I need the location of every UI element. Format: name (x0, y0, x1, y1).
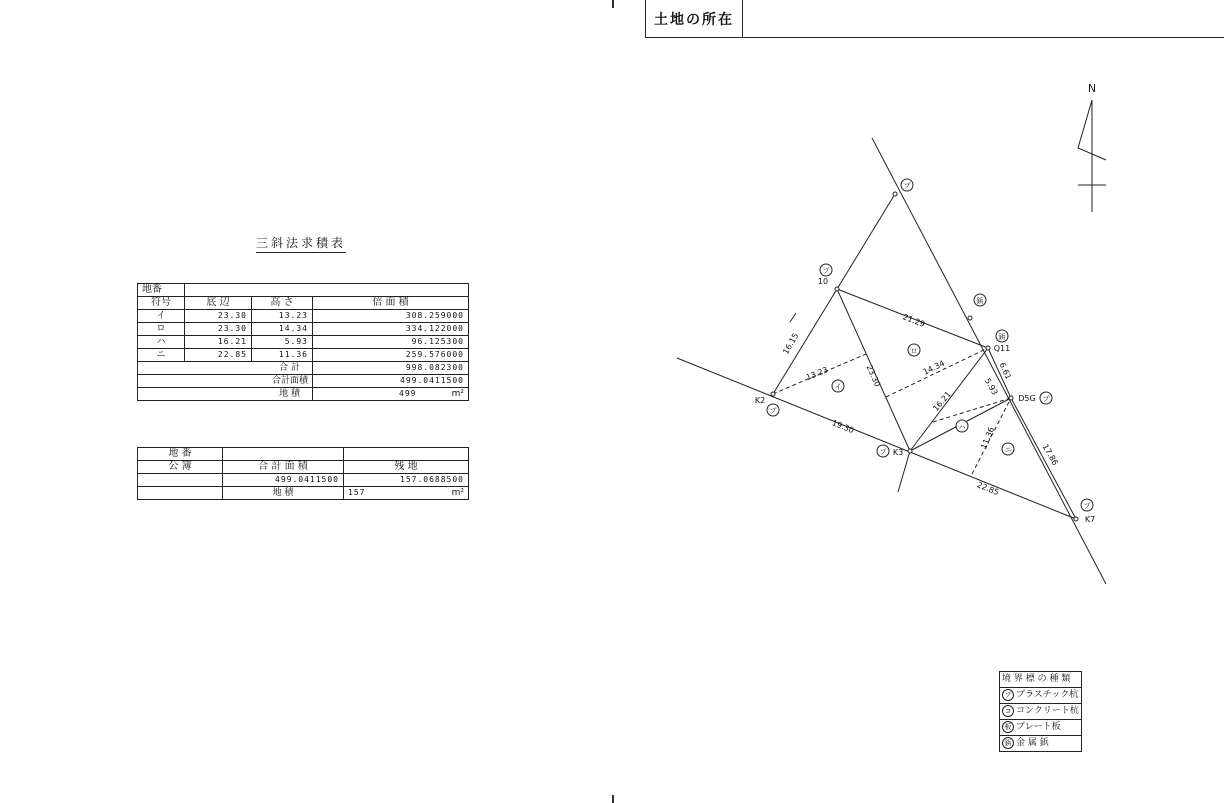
sum-value: 998.082300 (313, 362, 469, 375)
point-q11 (986, 346, 990, 350)
col-double-area: 倍 面 積 (313, 297, 469, 310)
legend-label: コンクリート杭 (1016, 706, 1079, 716)
svg-text:プ: プ (822, 267, 830, 275)
table-row (138, 323, 469, 336)
marker-metal-q11 (996, 330, 1008, 342)
row-base: 23.30 (185, 310, 252, 323)
label-k3: K3 (892, 448, 904, 457)
label-d5g: D5G (1018, 394, 1036, 403)
concrete-stake-icon: コ (1002, 705, 1014, 717)
boundary-west (773, 194, 895, 394)
dim-17-86: 17.86 (1040, 442, 1060, 467)
row-symbol: イ (138, 310, 185, 323)
region-ni (1002, 443, 1014, 455)
metal-pin-icon: 鋲 (1002, 737, 1014, 749)
svg-text:プ: プ (769, 407, 777, 415)
marker-plastic-k7 (1081, 499, 1093, 511)
label-q11: Q11 (993, 344, 1011, 353)
row-double: 308.259000 (313, 310, 469, 323)
fold-mark-bottom (612, 795, 614, 803)
region-i (832, 380, 844, 392)
legend-label: 金 属 鋲 (1016, 738, 1049, 748)
marker-legend (999, 671, 1082, 752)
marker-plastic-k3 (877, 445, 889, 457)
dim-14-34: 14.34 (921, 358, 947, 377)
legend-label: プラスチック杭 (1016, 690, 1079, 700)
row-height: 14.34 (252, 323, 313, 336)
height-line-ro (886, 348, 988, 397)
land-area-label: 地 積 (223, 487, 344, 500)
point-10 (835, 287, 839, 291)
location-label: 土地の所在 (646, 0, 743, 37)
plate-icon: 板 (1002, 721, 1014, 733)
boundary-tail (898, 451, 910, 492)
svg-text:プ: プ (1042, 395, 1050, 403)
svg-text:鋲: 鋲 (998, 333, 1006, 341)
col-symbol: 符号 (138, 297, 185, 310)
row-double: 259.576000 (313, 349, 469, 362)
row-double: 334.122000 (313, 323, 469, 336)
total-area-value: 499.0411500 (313, 375, 469, 388)
point-k3 (908, 449, 912, 453)
fold-mark-top (612, 0, 614, 8)
land-area-cell (313, 388, 469, 401)
dim-19-30: 19.30 (830, 418, 856, 436)
point-mid (968, 316, 972, 320)
col-base: 底 辺 (185, 297, 252, 310)
point-top (893, 192, 897, 196)
marker-plastic-10 (820, 264, 832, 276)
north-label: N (1087, 82, 1097, 95)
lot-value-2 (344, 448, 469, 461)
region-ha (956, 420, 968, 432)
marker-plastic-d5g (1040, 392, 1052, 404)
marker-plastic-k2 (767, 404, 779, 416)
svg-text:ハ: ハ (958, 423, 966, 431)
row-base: 16.21 (185, 336, 252, 349)
row-height: 5.93 (252, 336, 313, 349)
area-unit: m² (451, 389, 464, 399)
register-value (138, 474, 223, 487)
row-base: 22.85 (185, 349, 252, 362)
legend-title: 境 界 標 の 種 類 (1000, 672, 1081, 688)
table-row (138, 310, 469, 323)
row-symbol: ニ (138, 349, 185, 362)
plastic-stake-icon: プ (1002, 689, 1014, 701)
point-d5g (1009, 396, 1013, 400)
sum-label: 合 計 (138, 362, 313, 375)
dim-13-23: 13.23 (804, 365, 830, 383)
boundary-inner-4 (1011, 398, 1076, 519)
label-10: 10 (817, 277, 829, 286)
legend-item (1000, 688, 1081, 704)
triangle-area-table (137, 283, 469, 401)
row-height: 13.23 (252, 310, 313, 323)
row-symbol: ハ (138, 336, 185, 349)
blank-cell (138, 487, 223, 500)
total-area-value: 499.0411500 (223, 474, 344, 487)
table-row (138, 336, 469, 349)
svg-text:プ: プ (879, 448, 887, 456)
legend-item (1000, 720, 1081, 736)
row-base: 23.30 (185, 323, 252, 336)
total-area-header: 合 計 面 積 (223, 461, 344, 474)
land-area-value: 157 (348, 488, 366, 497)
total-area-label: 合計面積 (138, 375, 313, 388)
remain-header: 残 地 (344, 461, 469, 474)
remain-value: 157.0688500 (344, 474, 469, 487)
remaining-area-table (137, 447, 469, 500)
row-height: 11.36 (252, 349, 313, 362)
svg-text:イ: イ (834, 383, 842, 391)
row-double: 96.125300 (313, 336, 469, 349)
land-area-cell (344, 487, 469, 500)
col-height: 高 さ (252, 297, 313, 310)
legend-item (1000, 704, 1081, 720)
svg-text:プ: プ (903, 182, 911, 190)
svg-text:ロ: ロ (910, 347, 918, 355)
dim-23-30: 23.30 (864, 363, 883, 389)
dim-22-85: 22.85 (975, 480, 1001, 498)
land-area-value: 499 (399, 389, 417, 398)
land-area-label: 地 積 (138, 388, 313, 401)
region-ro (908, 344, 920, 356)
row-symbol: ロ (138, 323, 185, 336)
marker-metal-mid (974, 294, 986, 306)
tick-mark (790, 313, 796, 322)
legend-item (1000, 736, 1081, 751)
point-k7 (1074, 517, 1078, 521)
dim-6-61: 6.61 (997, 361, 1014, 381)
lot-label: 地番 (138, 284, 185, 297)
point-k2 (771, 392, 775, 396)
dim-16-21: 16.21 (931, 389, 953, 414)
table-row (138, 349, 469, 362)
dim-11-36: 11.36 (979, 425, 997, 451)
svg-text:鋲: 鋲 (976, 297, 984, 305)
register-label: 公 簿 (138, 461, 223, 474)
dim-5-93: 5.93 (982, 376, 1000, 397)
lot-label: 地 番 (138, 448, 223, 461)
legend-label: プレート板 (1016, 722, 1061, 732)
svg-text:ニ: ニ (1004, 446, 1012, 454)
svg-text:プ: プ (1083, 502, 1091, 510)
label-k2: K2 (754, 396, 766, 405)
calc-title: 三斜法求積表 (256, 234, 346, 253)
lot-value (185, 284, 469, 297)
area-unit: m² (451, 488, 464, 498)
lot-value (223, 448, 344, 461)
marker-plastic-top (901, 179, 913, 191)
dim-16-15: 16.15 (781, 331, 801, 356)
label-k7: K7 (1084, 515, 1096, 524)
location-header (645, 0, 1224, 38)
dim-21-29: 21.29 (901, 312, 927, 329)
survey-plot (612, 40, 1212, 600)
